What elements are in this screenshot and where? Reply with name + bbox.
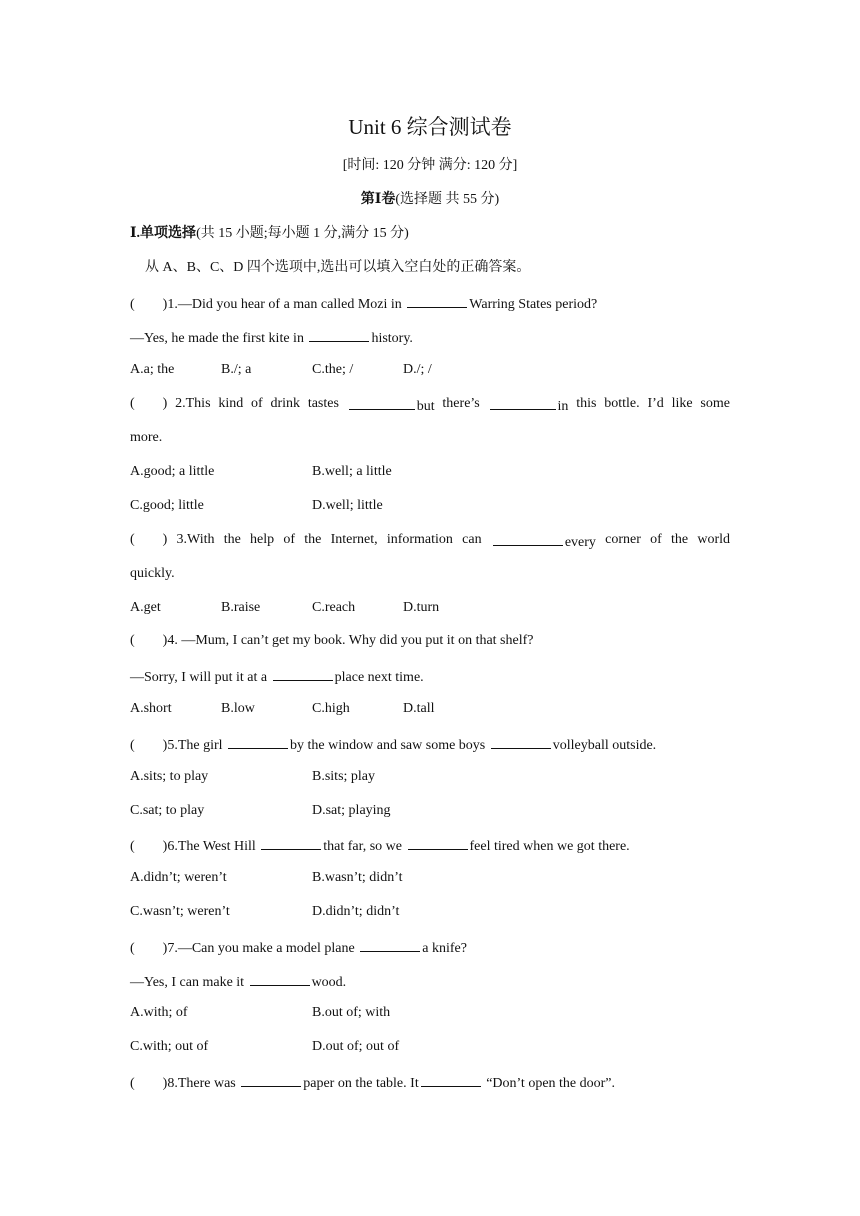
answer-paren: ( ) <box>130 941 168 956</box>
volume-desc: (选择题 共 55 分) <box>395 192 500 207</box>
question-2-stem <box>130 394 730 417</box>
stem-text: by the window and saw some boys <box>290 738 489 753</box>
question-1-option-d: D./; / <box>403 362 432 377</box>
section-heading <box>130 224 409 244</box>
question-3-option-c: C.reach <box>312 600 356 615</box>
answer-blank <box>273 665 333 681</box>
question-3-stem <box>130 530 730 553</box>
stem-word: tastes <box>307 396 339 411</box>
question-1-option-c: C.the; / <box>312 362 354 377</box>
stem-word: but <box>416 399 435 414</box>
question-1-option-a: A.a; the <box>130 362 175 377</box>
question-2-continuation: more. <box>130 430 163 445</box>
question-4-line2 <box>130 665 424 688</box>
stem-text: —Sorry, I will put it at a <box>130 670 271 685</box>
question-7-option-c: C.with; out of <box>130 1039 209 1054</box>
stem-word: of <box>650 532 662 547</box>
answer-blank <box>309 326 369 342</box>
question-7-stem <box>130 936 467 959</box>
answer-paren: ( ) <box>130 1076 168 1091</box>
question-7-option-b: B.out of; with <box>312 1005 391 1020</box>
question-8-stem <box>130 1071 615 1094</box>
question-6-option-d: D.didn’t; didn’t <box>312 904 400 919</box>
question-2-option-c: C.good; little <box>130 498 204 513</box>
volume-label: 第Ⅰ卷 <box>360 192 396 207</box>
stem-word: the <box>223 532 241 547</box>
question-5-option-a: A.sits; to play <box>130 769 209 784</box>
stem-word: information <box>386 532 453 547</box>
question-4-option-b: B.low <box>221 701 255 716</box>
stem-word: world <box>697 532 730 547</box>
stem-text: —Yes, he made the first kite in <box>130 331 308 346</box>
answer-blank <box>360 936 420 952</box>
answer-blank <box>491 733 551 749</box>
stem-word: can <box>462 532 482 547</box>
answer-paren: ( ) <box>130 633 168 648</box>
question-5-stem <box>130 733 656 756</box>
stem-word: Internet, <box>330 532 378 547</box>
section-instruction: 从 A、B、C、D 四个选项中,选出可以填入空白处的正确答案。 <box>145 260 531 275</box>
stem-text: Warring States period? <box>469 297 598 312</box>
answer-paren: ( ) <box>130 396 168 411</box>
question-3-option-a: A.get <box>130 600 161 615</box>
stem-word: kind <box>218 396 244 411</box>
question-6-option-a: A.didn’t; weren’t <box>130 870 227 885</box>
stem-text: place next time. <box>334 670 424 685</box>
question-5-option-d: D.sat; playing <box>312 803 391 818</box>
stem-word: I’d <box>647 396 664 411</box>
question-4-option-d: D.tall <box>403 701 435 716</box>
question-6-option-c: C.wasn’t; weren’t <box>130 904 230 919</box>
stem-word: some <box>700 396 730 411</box>
stem-text: history. <box>371 331 413 346</box>
stem-word: 3.With <box>176 532 215 547</box>
stem-text: 4. —Mum, I can’t get my book. Why did you put it on that shelf? <box>167 633 534 648</box>
stem-word: 2.This <box>175 396 211 411</box>
question-1-option-b: B./; a <box>221 362 252 377</box>
answer-blank <box>407 292 467 308</box>
question-3-option-b: B.raise <box>221 600 261 615</box>
stem-text: 6.The West Hill <box>167 839 260 854</box>
answer-blank <box>349 394 415 410</box>
stem-text: a knife? <box>422 941 467 956</box>
question-1-stem <box>130 292 597 315</box>
blank-word <box>488 394 569 417</box>
question-4-stem <box>130 631 534 651</box>
stem-text: 5.The girl <box>167 738 227 753</box>
blank-word <box>347 394 435 417</box>
answer-paren: ( ) <box>130 839 168 854</box>
question-5-option-b: B.sits; play <box>312 769 376 784</box>
stem-text: that far, so we <box>323 839 406 854</box>
stem-word: corner <box>605 532 641 547</box>
stem-text: 7.—Can you make a model plane <box>167 941 359 956</box>
answer-blank <box>408 834 468 850</box>
answer-paren: ( ) <box>130 532 168 547</box>
stem-text: 1.—Did you hear of a man called Mozi in <box>167 297 406 312</box>
question-3-option-d: D.turn <box>403 600 440 615</box>
section-label: Ⅰ.单项选择 <box>130 226 197 241</box>
answer-blank <box>228 733 288 749</box>
answer-paren: ( ) <box>130 297 168 312</box>
stem-text: paper on the table. It <box>303 1076 419 1091</box>
page-title: Unit 6 综合测试卷 <box>348 115 512 139</box>
question-1-line2 <box>130 326 413 349</box>
answer-blank <box>250 970 310 986</box>
answer-blank <box>261 834 321 850</box>
question-3-continuation: quickly. <box>130 566 175 581</box>
question-4-option-a: A.short <box>130 701 172 716</box>
stem-word: help <box>250 532 275 547</box>
stem-word: like <box>671 396 693 411</box>
stem-word: this <box>576 396 597 411</box>
stem-word: every <box>564 535 596 550</box>
stem-text: feel tired when we got there. <box>469 839 630 854</box>
answer-blank <box>490 394 556 410</box>
question-6-stem <box>130 834 630 857</box>
stem-word: the <box>671 532 689 547</box>
section-desc: (共 15 小题;每小题 1 分,满分 15 分) <box>196 226 409 241</box>
stem-word: in <box>557 399 569 414</box>
volume-heading <box>0 190 860 210</box>
stem-text: “Don’t open the door”. <box>482 1076 616 1091</box>
question-5-option-c: C.sat; to play <box>130 803 205 818</box>
question-7-option-a: A.with; of <box>130 1005 188 1020</box>
question-2-option-a: A.good; a little <box>130 464 215 479</box>
stem-word: bottle. <box>604 396 640 411</box>
stem-word: of <box>283 532 296 547</box>
question-6-option-b: B.wasn’t; didn’t <box>312 870 403 885</box>
answer-blank <box>241 1071 301 1087</box>
stem-text: 8.There was <box>167 1076 240 1091</box>
stem-text: —Yes, I can make it <box>130 975 248 990</box>
stem-word: there’s <box>442 396 480 411</box>
answer-blank <box>493 530 563 546</box>
question-4-option-c: C.high <box>312 701 350 716</box>
question-7-line2 <box>130 970 346 993</box>
blank-word <box>491 530 596 553</box>
time-info: [时间: 120 分钟 满分: 120 分] <box>342 158 518 173</box>
stem-text: volleyball outside. <box>552 738 657 753</box>
question-2-option-d: D.well; little <box>312 498 383 513</box>
answer-blank <box>421 1071 481 1087</box>
answer-paren: ( ) <box>130 738 168 753</box>
stem-word: of <box>251 396 263 411</box>
stem-word: drink <box>270 396 301 411</box>
question-7-option-d: D.out of; out of <box>312 1039 400 1054</box>
stem-word: the <box>304 532 322 547</box>
stem-text: wood. <box>311 975 347 990</box>
question-2-option-b: B.well; a little <box>312 464 392 479</box>
